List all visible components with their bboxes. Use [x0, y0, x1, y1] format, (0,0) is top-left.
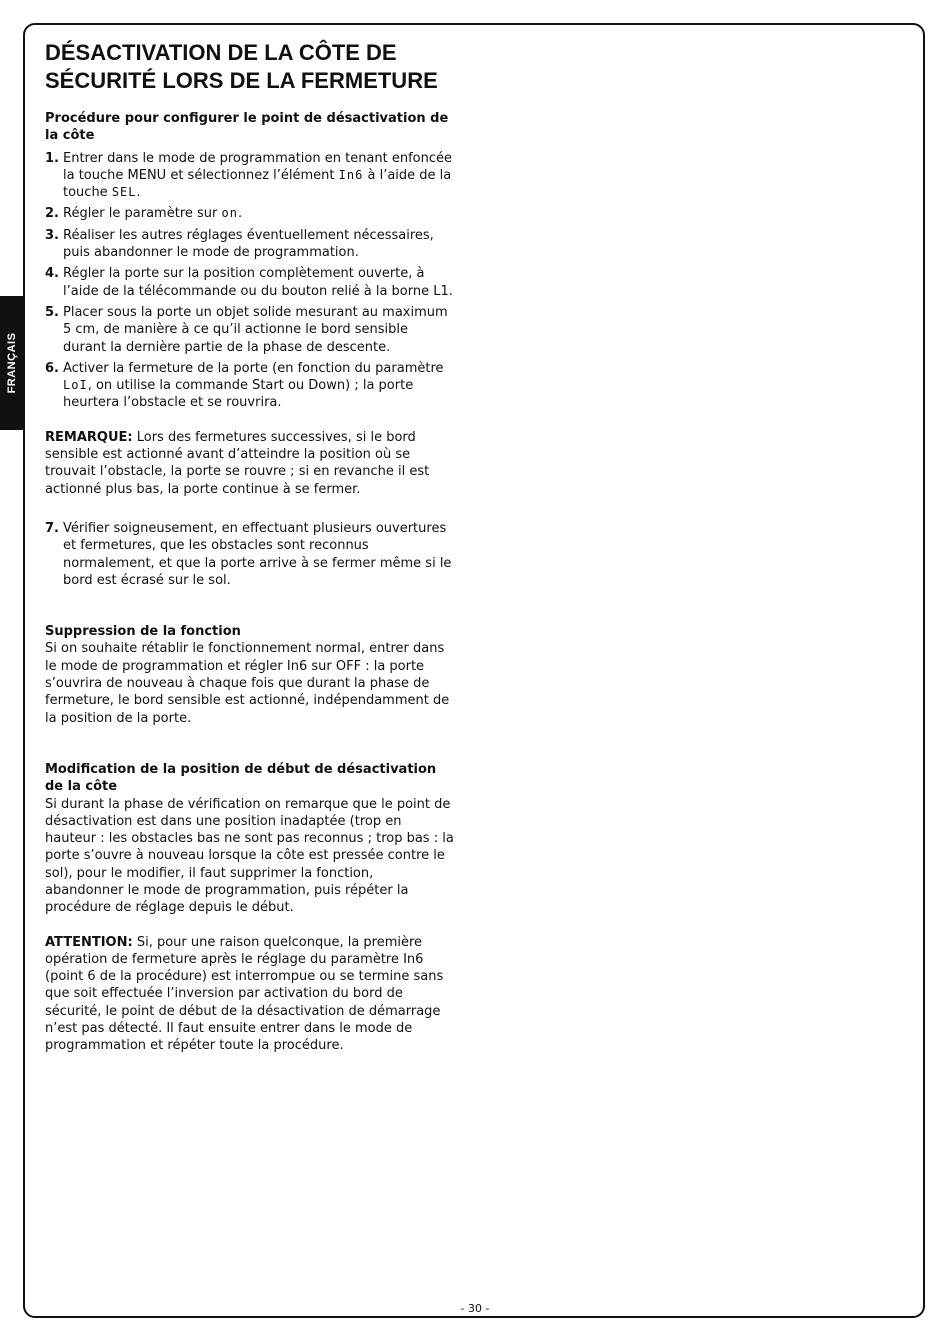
step-text: , on utilise la commande Start ou Down) ; la porte heurtera l’obstacle et se rouvrira. — [63, 378, 414, 411]
step-text: Régler la porte sur la position complètement ouverte, à l’aide de la télécommande ou du bouton relié à la borne L1. — [63, 266, 453, 299]
step-text: Réaliser les autres réglages éventuellement nécessaires, puis abandonner le mode de programmation. — [63, 227, 434, 261]
display-code-on: on — [221, 206, 238, 221]
step-number: 3. — [45, 227, 59, 243]
step-text: à l’aide de la touche — [63, 167, 452, 201]
remark-text: Lors des fermetures successives, si le bord sensible est actionné avant d’atteindre la position où se trouvait l’obstacle, la porte se rouvre ; si en revanche il est actionné plus bas, la porte continue à se fermer. — [45, 429, 430, 497]
procedure-step-2 — [45, 205, 455, 222]
page-title-line-2: SÉCURITÉ LORS DE LA FERMETURE — [45, 68, 438, 93]
display-code-sel: SEL — [111, 185, 137, 200]
procedure-steps-continued — [45, 520, 455, 589]
step-text: Régler le paramètre sur — [63, 206, 218, 222]
step-number: 6. — [45, 360, 59, 376]
step-text: Entrer dans le mode de programmation en tenant enfoncée la touche MENU et sélectionnez l’élément — [63, 150, 453, 183]
step-text: . — [136, 185, 141, 201]
remark-paragraph — [45, 429, 455, 498]
step-text: Vérifier soigneusement, en effectuant plusieurs ouvertures et fermetures, que les obstacles sont reconnus normalement, et que la porte arrive à se fermer même si le bord est écrasé sur le sol. — [63, 520, 452, 588]
procedure-step-4 — [45, 265, 455, 300]
step-text: . — [237, 206, 243, 222]
modification-heading: Modification de la position de début de désactivation de la côte — [45, 761, 437, 795]
step-text: Activer la fermeture de la porte (en fonction du paramètre — [63, 360, 444, 376]
content-column — [45, 39, 455, 1055]
step-number: 1. — [45, 150, 59, 166]
procedure-step-5 — [45, 304, 455, 356]
suppression-text: Si on souhaite rétablir le fonctionnement normal, entrer dans le mode de programmation et régler In6 sur OFF : la porte s’ouvrira de nouveau à chaque fois que durant la phase de fermeture, le bord sensible est actionné, indépendamment de la position de la porte. — [45, 641, 450, 726]
procedure-step-6 — [45, 360, 455, 412]
procedure-step-7 — [45, 520, 455, 589]
page-title-line-1: DÉSACTIVATION DE LA CÔTE DE — [45, 40, 397, 65]
display-code-loi: LoI — [63, 378, 88, 393]
step-number: 5. — [45, 304, 59, 320]
step-number: 2. — [45, 206, 59, 222]
display-code-in6: In6 — [338, 167, 364, 182]
step-text: Placer sous la porte un objet solide mesurant au maximum 5 cm, de manière à ce qu’il actionne le bord sensible durant la dernière partie de la phase de descente. — [63, 304, 448, 355]
language-side-tab-label: FRANÇAIS — [5, 332, 18, 394]
modification-text: Si durant la phase de vérification on remarque que le point de désactivation est dans une position inadaptée (trop en hauteur : les obstacles bas ne sont pas reconnus ; trop bas : la porte s’ouvre à nouveau lorsque la côte est pressée contre le sol), pour le modifier, il faut supprimer la fonction, abandonner le mode de programmation, puis répéter la procédure de réglage depuis le début. — [45, 796, 454, 916]
procedure-step-3 — [45, 227, 455, 262]
procedure-steps — [45, 150, 455, 412]
suppression-heading: Suppression de la fonction — [45, 624, 241, 640]
remark-label: REMARQUE: — [45, 429, 133, 445]
attention-text: Si, pour une raison quelconque, la première opération de fermeture après le réglage du paramètre In6 (point 6 de la procédure) est interrompue ou se termine sans que soit effectuée l’inversion par activation du bord de sécurité, le point de début de la désactivation de démarrage n’est pas détecté. Il faut ensuite entrer dans le mode de programmation et répéter toute la procédure. — [45, 934, 444, 1054]
page-number: - 30 - — [460, 1302, 490, 1315]
attention-label: ATTENTION: — [45, 934, 133, 950]
step-number: 4. — [45, 266, 59, 282]
step-number: 7. — [45, 520, 59, 536]
attention-paragraph — [45, 934, 455, 1055]
page-title — [45, 39, 455, 95]
procedure-heading: Procédure pour configurer le point de désactivation de la côte — [45, 111, 449, 144]
procedure-step-1 — [45, 150, 455, 202]
